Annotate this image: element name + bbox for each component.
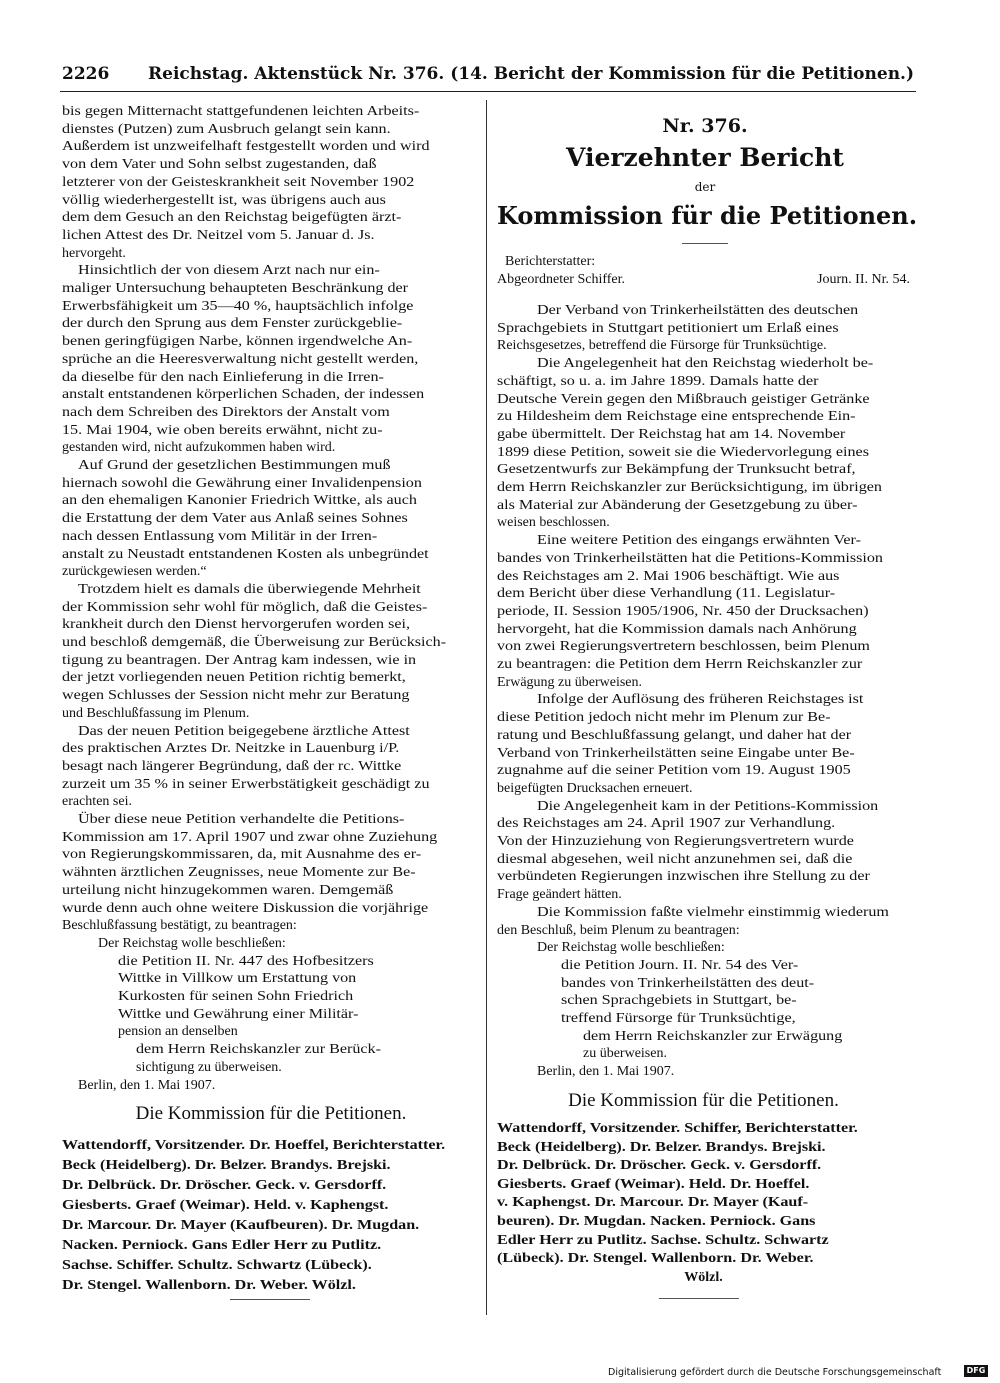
right-text-line: zu Hildesheim dem Reichstage eine entsprechende Ein- bbox=[497, 409, 856, 425]
left-text-line: an den ehemaligen Kanonier Friedrich Wittke, als auch bbox=[62, 493, 417, 509]
left-text-line: der durch den Sprung aus dem Fenster zurückgeblie- bbox=[62, 316, 403, 332]
left-text-line: von Regierungskommissaren, da, mit Ausnahme des er- bbox=[62, 847, 422, 863]
left-signature-line: Wattendorff, Vorsitzender. Dr. Hoeffel, Berichterstatter. bbox=[62, 1138, 446, 1153]
right-text-line: Eine weitere Petition des eingangs erwähnten Ver- bbox=[537, 533, 861, 549]
left-text-line: Berlin, den 1. Mai 1907. bbox=[78, 1077, 216, 1093]
left-signature-line: Dr. Delbrück. Dr. Dröscher. Geck. v. Gersdorff. bbox=[62, 1178, 387, 1193]
left-text-line: zurückgewiesen werden.“ bbox=[62, 564, 207, 580]
left-text-line: der Kommission sehr wohl für möglich, daß die Geistes- bbox=[62, 599, 428, 615]
left-text-line: sichtigung zu überweisen. bbox=[136, 1059, 282, 1075]
left-text-line: Wittke und Gewährung einer Militär- bbox=[118, 1006, 359, 1022]
right-text-line: zugnahme auf die seiner Petition vom 19. August 1905 bbox=[497, 763, 851, 779]
right-text-line: Frage geändert hätten. bbox=[497, 887, 622, 903]
journal-reference: Journ. II. Nr. 54. bbox=[817, 272, 910, 287]
right-signature-line: Beck (Heidelberg). Dr. Belzer. Brandys. Brejski. bbox=[497, 1139, 826, 1155]
left-text-line: völlig wiederhergestellt ist, was übrigens auch aus bbox=[62, 192, 386, 208]
right-text-line: Die Angelegenheit kam in der Petitions-Kommission bbox=[537, 798, 879, 814]
left-text-line: Kommission am 17. April 1907 und zwar ohne Zuziehung bbox=[62, 829, 438, 845]
right-text-line: treffend Fürsorge für Trunksüchtige, bbox=[561, 1011, 796, 1026]
right-column bbox=[497, 0, 918, 1383]
right-text-line: zu beantragen: die Petition dem Herrn Reichskanzler zur bbox=[497, 657, 863, 672]
left-signature-line: Giesberts. Graef (Weimar). Held. v. Kaphengst. bbox=[62, 1198, 389, 1213]
right-text-line: Der Reichstag wolle beschließen: bbox=[537, 940, 725, 956]
left-text-line: bis gegen Mitternacht stattgefundenen leichten Arbeits- bbox=[62, 104, 420, 119]
left-text-line: nach dem Schreiben des Direktors der Anstalt vom bbox=[62, 404, 390, 420]
left-text-line: sprüche an die Heeresverwaltung nicht gestellt werden, bbox=[62, 351, 419, 367]
left-text-line: erachten sei. bbox=[62, 794, 132, 810]
right-text-line: bandes von Trinkerheilstätten hat die Petitions-Kommission bbox=[497, 550, 883, 566]
right-text-line: Der Verband von Trinkerheilstätten des deutschen bbox=[537, 303, 859, 318]
left-text-line: anstalt entstandenen körperlichen Schaden, der indessen bbox=[62, 387, 425, 403]
left-text-line: pension an denselben bbox=[118, 1024, 238, 1040]
left-text-line: Erwerbsfähigkeit um 35—40 %, hauptsächlich infolge bbox=[62, 298, 414, 314]
left-signature-line: Nacken. Perniock. Gans Edler Herr zu Putlitz. bbox=[62, 1238, 382, 1253]
right-text-line: 1899 diese Petition, soweit sie die Wiedervorlegung eines bbox=[497, 444, 869, 460]
reporter-name: Abgeordneter Schiffer. bbox=[497, 272, 626, 287]
left-text-line: letzterer von der Geisteskrankheit seit November 1902 bbox=[62, 174, 415, 190]
left-text-line: Der Reichstag wolle beschließen: bbox=[98, 935, 286, 951]
left-text-line: urteilung nicht hinzugekommen waren. Demgemäß bbox=[62, 882, 394, 898]
left-column bbox=[62, 0, 482, 1383]
left-text-line: hiernach sowohl die Gewährung einer Invalidenpension bbox=[62, 475, 422, 491]
left-text-line: und beschloß demgemäß, die Überweisung zur Berücksich- bbox=[62, 635, 447, 650]
right-text-line: Gesetzentwurfs zur Bekämpfung der Trunksucht betraf, bbox=[497, 462, 856, 478]
left-text-line: Außerdem ist unzweifelhaft festgestellt worden und wird bbox=[62, 139, 430, 155]
left-text-line: gestanden wird, nicht aufzukommen haben wird. bbox=[62, 440, 336, 456]
right-text-line: als Material zur Abänderung der Gesetzgebung zu über- bbox=[497, 497, 858, 513]
right-text-line: von zwei Regierungsvertretern beschlossen, beim Plenum bbox=[497, 639, 870, 655]
right-text-line: den Beschluß, beim Plenum zu beantragen: bbox=[497, 922, 740, 938]
right-text-line: weisen beschlossen. bbox=[497, 515, 610, 531]
right-text-line: Reichsgesetzes, betreffend die Fürsorge für Trunksüchtige. bbox=[497, 338, 827, 354]
left-text-line: tigung zu beantragen. Der Antrag kam indessen, wie in bbox=[62, 652, 417, 668]
running-head: Reichstag. Aktenstück Nr. 376. (14. Bericht der Kommission für die Petitionen.) bbox=[148, 64, 915, 84]
left-text-line: Auf Grund der gesetzlichen Bestimmungen muß bbox=[78, 458, 391, 473]
right-text-line: Verband von Trinkerheilstätten seine Eingabe unter Be- bbox=[497, 745, 855, 761]
right-signature-title: Die Kommission für die Petitionen. bbox=[568, 1090, 839, 1111]
left-signature-line: Dr. Marcour. Dr. Mayer (Kaufbeuren). Dr. Mugdan. bbox=[62, 1218, 420, 1233]
right-text-line: Die Angelegenheit hat den Reichstag wiederholt be- bbox=[537, 356, 874, 372]
left-text-line: wurde denn auch ohne weitere Diskussion die vorjährige bbox=[62, 900, 429, 916]
left-text-line: Trotzdem hielt es damals die überwiegende Mehrheit bbox=[78, 581, 421, 597]
right-end-rule bbox=[659, 1298, 739, 1299]
right-text-line: hervorgeht, hat die Kommission damals nach Anhörung bbox=[497, 621, 857, 637]
dfg-logo: DFG bbox=[964, 1365, 988, 1377]
left-text-line: maliger Untersuchung behaupteten Beschränkung der bbox=[62, 281, 409, 296]
report-title: Vierzehnter Bericht bbox=[566, 143, 844, 172]
left-signature-line: Beck (Heidelberg). Dr. Belzer. Brandys. Brejski. bbox=[62, 1158, 391, 1173]
right-text-line: diese Petition jedoch nicht mehr im Plenum zur Be- bbox=[497, 710, 831, 726]
right-text-line: die Petition Journ. II. Nr. 54 des Ver- bbox=[561, 957, 799, 973]
right-text-line: ratung und Beschlußfassung gelangt, und daher hat der bbox=[497, 727, 852, 743]
right-text-line: gabe übermittelt. Der Reichstag hat am 14. November bbox=[497, 426, 846, 442]
left-text-line: hervorgeht. bbox=[62, 245, 126, 261]
right-text-line: Von der Hinzuziehung von Regierungsvertretern wurde bbox=[497, 834, 854, 849]
left-text-line: Das der neuen Petition beigegebene ärztliche Attest bbox=[78, 723, 410, 739]
left-text-line: Hinsichtlich der von diesem Arzt nach nur ein- bbox=[78, 263, 380, 279]
left-text-line: des praktischen Arztes Dr. Neitzke in Lauenburg i/P. bbox=[62, 741, 400, 757]
left-text-line: wegen Schlusses der Session nicht mehr zur Beratung bbox=[62, 688, 410, 704]
right-text-line: des Reichstages am 2. Mai 1906 beschäftigt. Wie aus bbox=[497, 568, 840, 584]
right-signature-line: Wattendorff, Vorsitzender. Schiffer, Berichterstatter. bbox=[497, 1121, 858, 1136]
right-signature-line: beuren). Dr. Mugdan. Nacken. Perniock. Gans bbox=[497, 1214, 816, 1229]
digitization-credit: Digitalisierung gefördert durch die Deutsche Forschungsgemeinschaft bbox=[608, 1367, 942, 1378]
right-text-line: diesmal abgesehen, weil nicht anzunehmen sei, daß die bbox=[497, 851, 853, 867]
left-text-line: lichen Attest des Dr. Neitzel vom 5. Januar d. Js. bbox=[62, 227, 375, 243]
right-text-line: bandes von Trinkerheilstätten des deut- bbox=[561, 975, 815, 991]
left-text-line: krankheit durch den Dienst hervorgerufen worden sei, bbox=[62, 617, 410, 633]
report-subtitle: Kommission für die Petitionen. bbox=[497, 201, 918, 230]
document-number: Nr. 376. bbox=[662, 115, 748, 137]
left-signature-title: Die Kommission für die Petitionen. bbox=[135, 1103, 407, 1124]
left-text-line: die Petition II. Nr. 447 des Hofbesitzers bbox=[118, 953, 374, 969]
right-text-line: schäftigt, so u. a. im Jahre 1899. Damals hatte der bbox=[497, 373, 819, 389]
left-text-line: da dieselbe für den nach Einlieferung in die Irren- bbox=[62, 369, 384, 385]
reporter-label: Berichterstatter: bbox=[505, 254, 596, 269]
right-text-line: periode, II. Session 1905/1906, Nr. 450 der Drucksachen) bbox=[497, 603, 869, 619]
right-text-line: Deutsche Verein gegen den Mißbrauch geistiger Getränke bbox=[497, 391, 870, 407]
right-text-line: Infolge der Auflösung des früheren Reichstages ist bbox=[537, 692, 864, 708]
left-text-line: dienstes (Putzen) zum Ausbruch gelangt sein kann. bbox=[62, 121, 391, 137]
left-text-line: benen geringfügigen Narbe, können irgendwelche An- bbox=[62, 334, 413, 350]
right-text-line: Berlin, den 1. Mai 1907. bbox=[537, 1064, 675, 1080]
left-signature-line: Dr. Stengel. Wallenborn. Dr. Weber. Wölzl. bbox=[62, 1278, 356, 1293]
title-rule bbox=[682, 243, 728, 244]
right-text-line: schen Sprachgebiets in Stuttgart, be- bbox=[561, 993, 797, 1009]
right-text-line: beigefügten Drucksachen erneuert. bbox=[497, 780, 693, 796]
right-signature-line: Wölzl. bbox=[684, 1269, 723, 1285]
right-text-line: des Reichstages am 24. April 1907 zur Verhandlung. bbox=[497, 816, 836, 832]
right-signature-line: Giesberts. Graef (Weimar). Held. Dr. Hoeffel. bbox=[497, 1176, 810, 1192]
column-divider bbox=[486, 100, 487, 1315]
right-text-line: Erwägung zu überweisen. bbox=[497, 674, 643, 690]
left-text-line: von dem Vater und Sohn selbst zugestanden, daß bbox=[62, 157, 377, 173]
left-text-line: zurzeit um 35 % in seiner Erwerbstätigkeit geschädigt zu bbox=[62, 776, 430, 792]
left-text-line: nach dessen Entlassung vom Militär in der Irren- bbox=[62, 528, 378, 544]
left-text-line: dem Herrn Reichskanzler zur Berück- bbox=[136, 1042, 381, 1058]
right-text-line: dem Herrn Reichskanzler zur Berücksichtigung, im übrigen bbox=[497, 480, 882, 495]
right-signature-line: (Lübeck). Dr. Stengel. Wallenborn. Dr. Weber. bbox=[497, 1251, 814, 1267]
left-signature-line: Sachse. Schiffer. Schultz. Schwartz (Lübeck). bbox=[62, 1258, 372, 1273]
right-text-line: dem Herrn Reichskanzler zur Erwägung bbox=[583, 1028, 843, 1044]
left-text-line: Kurkosten für seinen Sohn Friedrich bbox=[118, 989, 354, 1004]
left-text-line: 15. Mai 1904, wie oben bereits erwähnt, nicht zu- bbox=[62, 422, 383, 438]
left-end-rule bbox=[230, 1299, 310, 1300]
left-text-line: anstalt zu Neustadt entstandenen Kosten als unbegründet bbox=[62, 546, 429, 562]
left-text-line: und Beschlußfassung im Plenum. bbox=[62, 705, 250, 721]
right-signature-line: v. Kaphengst. Dr. Marcour. Dr. Mayer (Kauf- bbox=[497, 1195, 809, 1211]
right-signature-line: Dr. Delbrück. Dr. Dröscher. Geck. v. Gersdorff. bbox=[497, 1158, 822, 1174]
right-text-line: Sprachgebiets in Stuttgart petitioniert um Erlaß eines bbox=[497, 320, 839, 336]
right-text-line: dem Bericht über diese Verhandlung (11. Legislatur- bbox=[497, 586, 836, 602]
left-text-line: Wittke in Villkow um Erstattung von bbox=[118, 971, 357, 987]
left-text-line: die Erstattung der dem Vater aus Anlaß seines Sohnes bbox=[62, 511, 408, 527]
left-text-line: Beschlußfassung bestätigt, zu beantragen: bbox=[62, 918, 297, 934]
left-text-line: Über diese neue Petition verhandelte die Petitions- bbox=[78, 812, 405, 827]
right-text-line: zu überweisen. bbox=[583, 1046, 667, 1062]
left-text-line: dem dem Gesuch an den Reichstag beigefügten ärzt- bbox=[62, 210, 402, 226]
title-connector: der bbox=[694, 180, 716, 194]
left-text-line: besagt nach längerer Begründung, daß der rc. Wittke bbox=[62, 758, 402, 774]
right-text-line: verbündeten Regierungen inzwischen ihre Stellung zu der bbox=[497, 869, 870, 885]
page-number: 2226 bbox=[62, 64, 110, 84]
right-text-line: Die Kommission faßte vielmehr einstimmig wiederum bbox=[537, 904, 889, 920]
left-text-line: der jetzt vorliegenden neuen Petition richtig bemerkt, bbox=[62, 670, 406, 686]
right-signature-line: Edler Herr zu Putlitz. Sachse. Schultz. Schwartz bbox=[497, 1232, 829, 1248]
left-text-line: wähnten ärztlichen Zeugnisses, neue Momente zur Be- bbox=[62, 865, 416, 881]
